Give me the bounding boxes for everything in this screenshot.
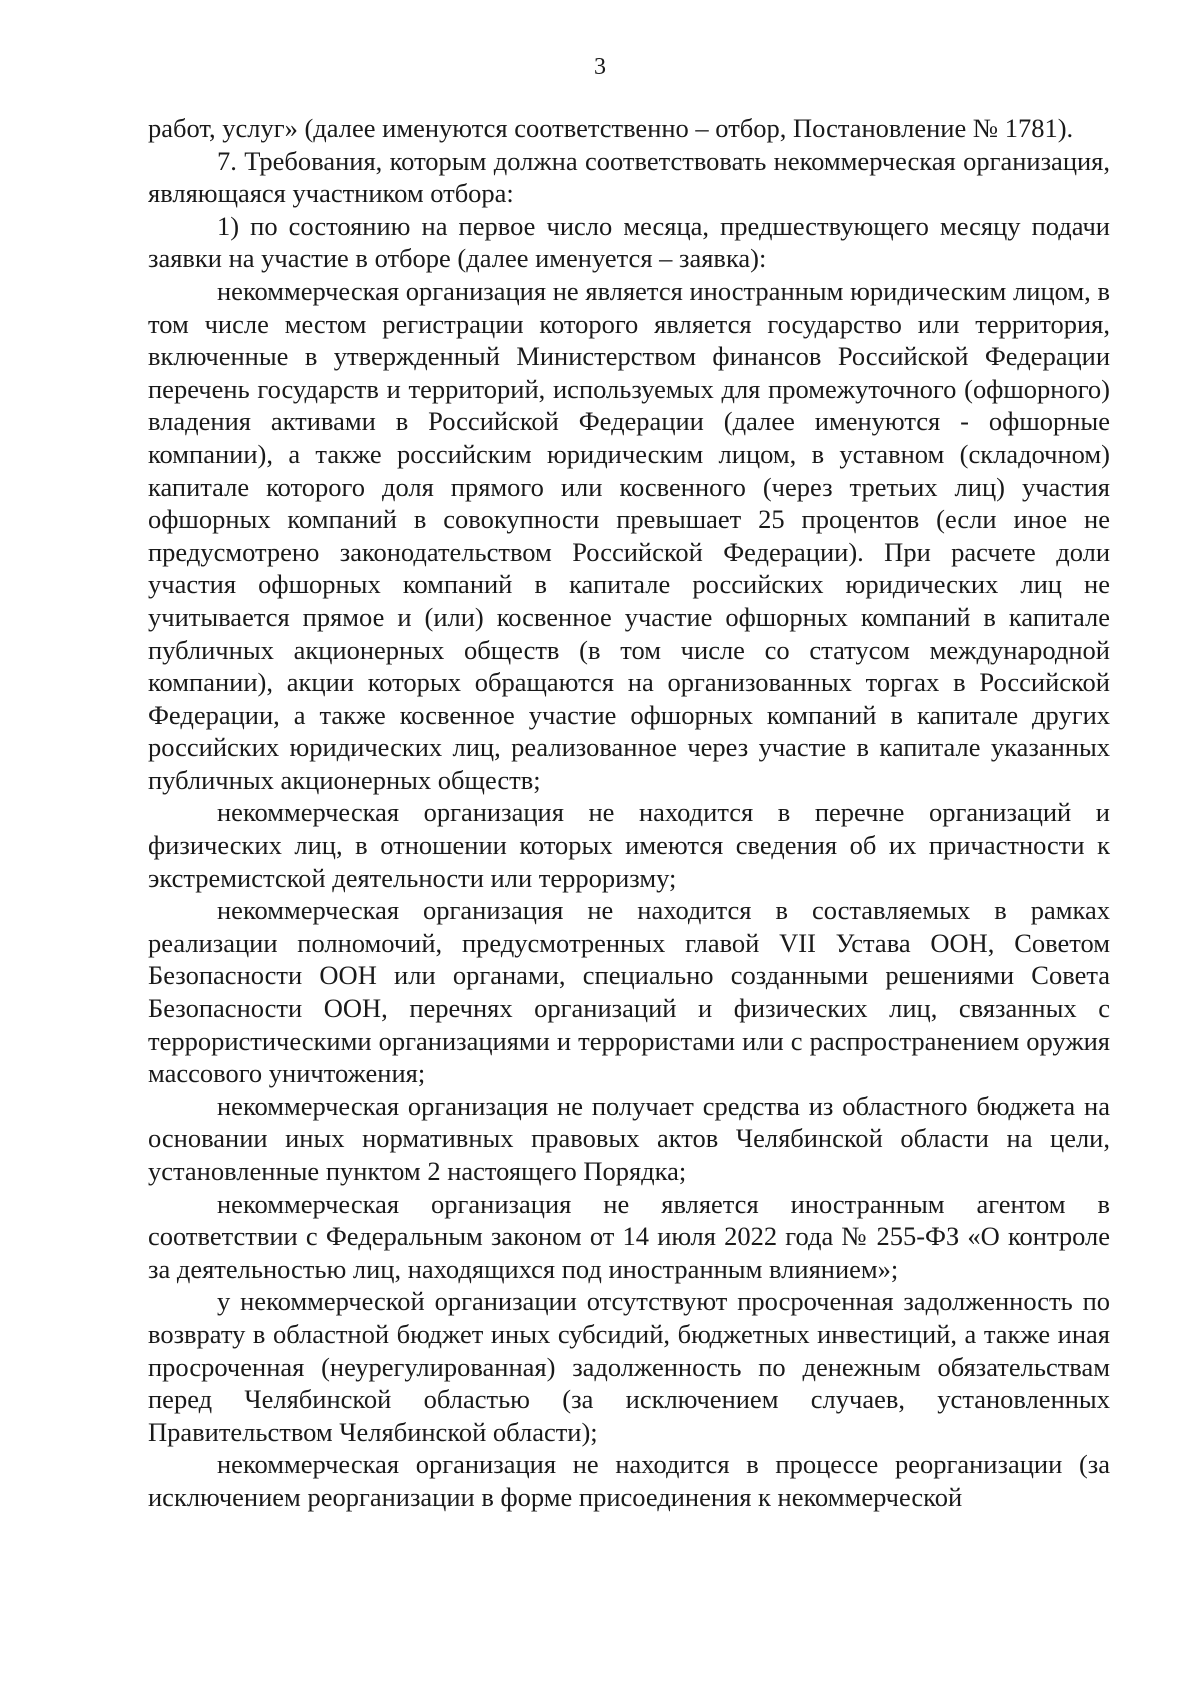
- paragraph-overdue-debt: у некоммерческой организации отсутствуют просроченная задолженность по возврату в областной бюджет иных субсидий, бюджетных инвестиций, а также иная просроченная (неурегулированная) задолженность по денежным обязательствам перед Челябинской областью (за исключением случаев, установленных Правительством Челябинской области);: [148, 1286, 1110, 1447]
- paragraph-subitem-1: 1) по состоянию на первое число месяца, предшествующего месяцу подачи заявки на участие в отборе (далее именуется – заявка):: [148, 210, 1110, 274]
- page-number: 3: [594, 54, 606, 80]
- paragraph-reorganization: некоммерческая организация не находится в процессе реорганизации (за исключением реорганизации в форме присоединения к некоммерческой: [148, 1449, 1110, 1512]
- paragraph-continuation: работ, услуг» (далее именуются соответственно – отбор, Постановление № 1781).: [148, 113, 1074, 143]
- paragraph-un-security-council-list: некоммерческая организация не находится в составляемых в рамках реализации полномочий, предусмотренных главой VII Устава ООН, Советом Безопасности ООН или органами, специально созданными решениями Совета Безопасности ООН, перечнях организаций и физических лиц, связанных с террористическими организациями и террористами или с распространением оружия массового уничтожения;: [148, 895, 1110, 1089]
- paragraph-extremism-list: некоммерческая организация не находится в перечне организаций и физических лиц, в отношении которых имеются сведения об их причастности к экстремистской деятельности или терроризму;: [148, 797, 1110, 893]
- paragraph-regional-budget-funds: некоммерческая организация не получает средства из областного бюджета на основании иных нормативных правовых актов Челябинской области на цели, установленные пунктом 2 настоящего Порядка;: [148, 1090, 1110, 1186]
- paragraph-foreign-agent: некоммерческая организация не является иностранным агентом в соответствии с Федеральным законом от 14 июля 2022 года № 255-ФЗ «О контроле за деятельностью лиц, находящихся под иностранным влиянием»;: [148, 1188, 1110, 1284]
- paragraph-offshore-requirement: некоммерческая организация не является иностранным юридическим лицом, в том числе местом регистрации которого является государство или территория, включенные в утвержденный Министерством финансов Российской Федерации перечень государств и территорий, используемых для промежуточного (офшорного) владения активами в Российской Федерации (далее именуются - офшорные компании), а также российским юридическим лицом, в уставном (складочном) капитале которого доля прямого или косвенного (через третьих лиц) участия офшорных компаний в совокупности превышает 25 процентов (если иное не предусмотрено законодательством Российской Федерации). При расчете доли участия офшорных компаний в капитале российских юридических лиц не учитывается прямое и (или) косвенное участие офшорных компаний в капитале публичных акционерных обществ (в том числе со статусом международной компании), акции которых обращаются на организованных торгах в Российской Федерации, а также косвенное участие офшорных компаний в капитале других российских юридических лиц, реализованное через участие в капитале указанных публичных акционерных обществ;: [148, 275, 1110, 795]
- document-body: [148, 112, 1110, 1514]
- paragraph-item-7: 7. Требования, которым должна соответствовать некоммерческая организация, являющаяся участником отбора:: [148, 145, 1110, 209]
